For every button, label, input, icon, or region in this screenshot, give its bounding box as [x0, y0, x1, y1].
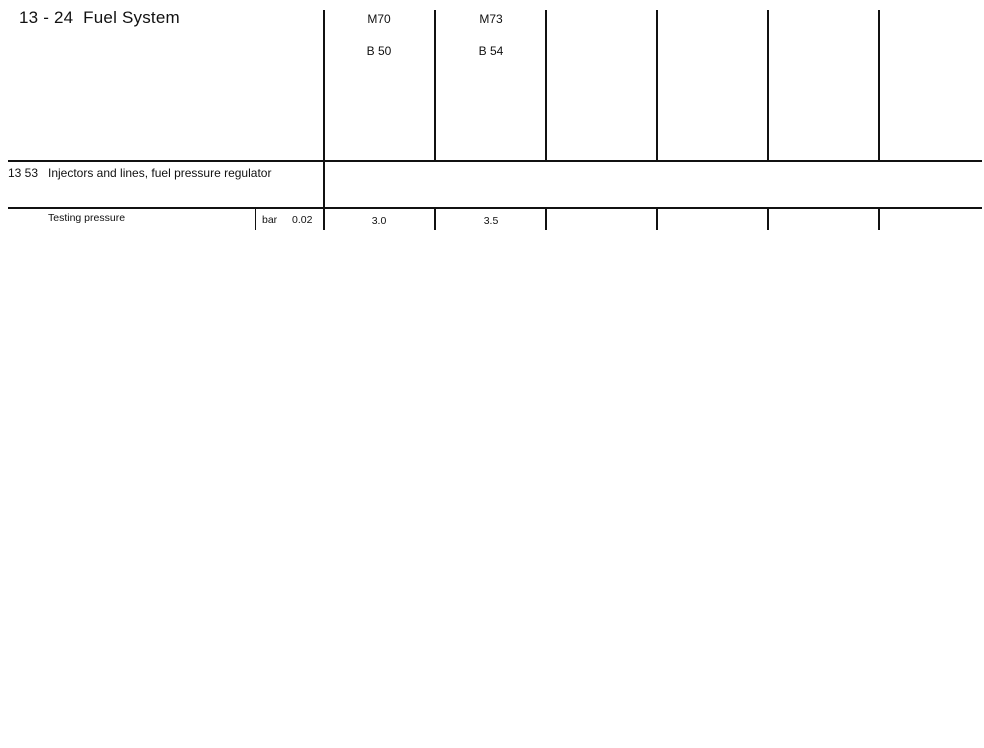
row-label: Testing pressure [48, 212, 126, 224]
group-rule [8, 207, 982, 209]
column-divider-2 [434, 10, 436, 161]
column-divider-6 [878, 10, 880, 161]
column-divider-5 [767, 10, 769, 161]
row-value-col-1: 3.0 [371, 215, 387, 227]
column-1-engine: B 50 [366, 44, 392, 58]
column-divider-3-lower [545, 208, 547, 230]
column-divider-6-lower [878, 208, 880, 230]
unit-divider [255, 208, 256, 230]
row-code: 0.02 [292, 214, 313, 226]
column-divider-1 [323, 10, 325, 230]
column-divider-5-lower [767, 208, 769, 230]
column-2-model: M73 [479, 12, 503, 26]
column-2-engine: B 54 [478, 44, 504, 58]
column-1-model: M70 [367, 12, 391, 26]
row-unit: bar [262, 214, 278, 226]
group-title: Injectors and lines, fuel pressure regulator [48, 166, 272, 180]
header-rule [8, 160, 982, 162]
column-divider-2-lower [434, 208, 436, 230]
row-value-col-2: 3.5 [483, 215, 499, 227]
group-code: 13 53 [8, 166, 39, 180]
column-divider-3 [545, 10, 547, 161]
column-divider-4-lower [656, 208, 658, 230]
section-title: 13 - 24 Fuel System [19, 8, 180, 27]
column-divider-4 [656, 10, 658, 161]
